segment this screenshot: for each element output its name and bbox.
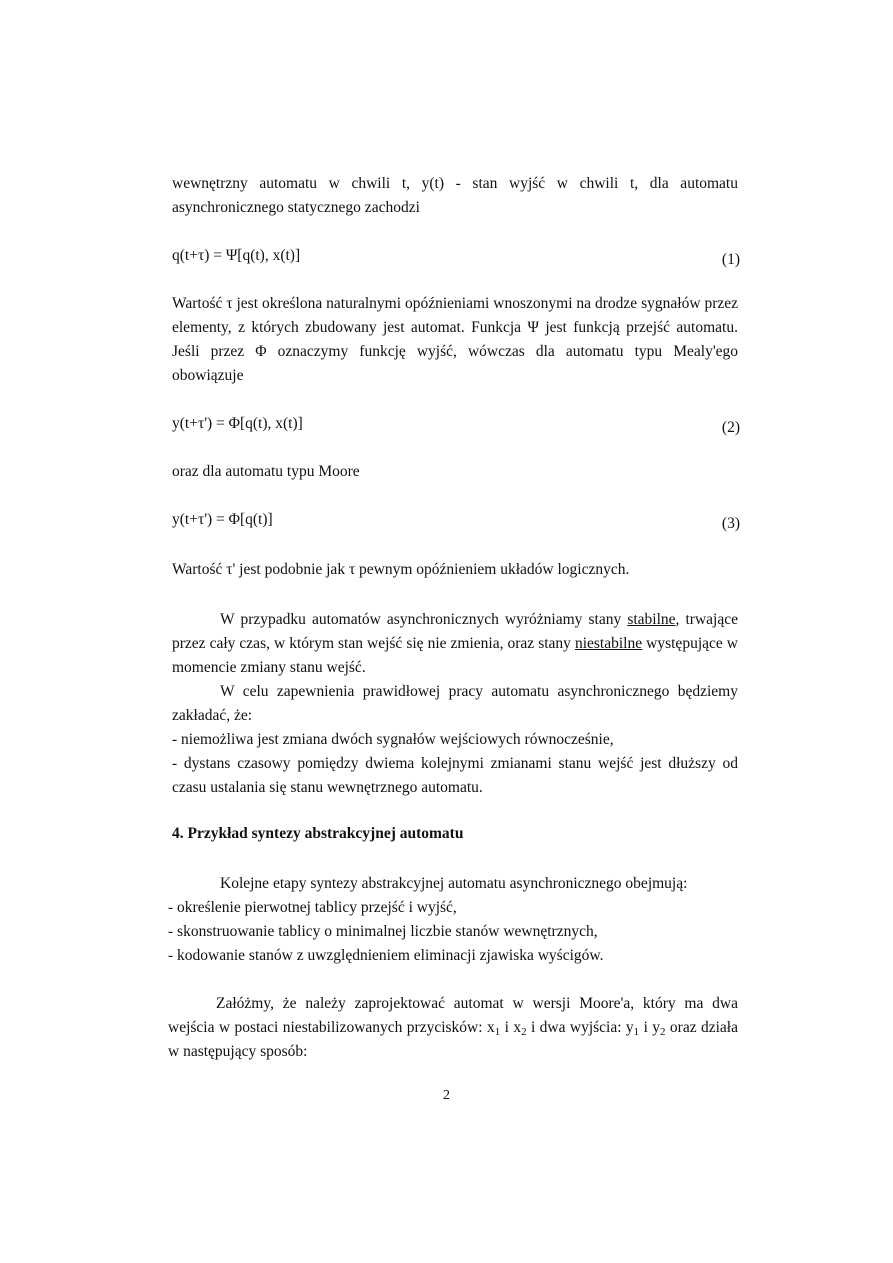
paragraph-transition-function: Wartość τ jest określona naturalnymi opóźnieniami wnoszonymi na drodze sygnałów przez elementy, z których zbudowany jest automat. Funkcja Ψ jest funkcją przejść automatu. Jeśli przez Φ oznaczymy funkcję wyjść, wówczas dla automatu typu Mealy'ego obowiązuje (172, 295, 738, 384)
stable-text-middle: , trwające przez cały czas, w którym stan wejść się nie zmienia, oraz stany (172, 611, 738, 652)
stable-text-before: W przypadku automatów asynchronicznych wyróżniamy stany (220, 611, 628, 628)
stable-text-after: występujące w momencie zmiany stanu wejść. (172, 635, 738, 676)
var-x2-sub: 2 (521, 1026, 527, 1038)
equation-2 (172, 412, 740, 436)
var-y1-sub: 1 (633, 1026, 640, 1038)
term-unstable: niestabilne (574, 635, 643, 652)
example-and-2: i (639, 1019, 653, 1036)
term-stable: stabilne (627, 611, 676, 628)
paragraph-moore: oraz dla automatu typu Moore (172, 463, 360, 480)
equation-2-number: (2) (721, 419, 740, 436)
example-text-3: oraz działa w następujący sposób: (168, 1019, 738, 1060)
paragraph-stable-states (172, 608, 738, 680)
equation-1 (172, 244, 740, 268)
var-x1-sub: 1 (494, 1026, 501, 1038)
paragraph-stages-intro: Kolejne etapy syntezy abstrakcyjnej automatu asynchronicznego obejmują: (220, 875, 688, 892)
equation-2-formula: y(t+τ') = Φ[q(t), x(t)] (172, 415, 303, 432)
intro-paragraph (172, 172, 738, 220)
paragraph-delay: Wartość τ' jest podobnie jak τ pewnym opóźnieniem układów logicznych. (172, 561, 630, 578)
var-y2: y (652, 1019, 661, 1036)
stage-item-3: - kodowanie stanów z uwzględnieniem eliminacji zjawiska wyścigów. (168, 947, 604, 964)
equation-1-formula: q(t+τ) = Ψ[q(t), x(t)] (172, 247, 301, 264)
example-and-1: i (500, 1019, 514, 1036)
intro-line-1: wewnętrzny automatu w chwili t, y(t) - stan wyjść w chwili t, dla automatu (172, 175, 738, 192)
stage-item-2: - skonstruowanie tablicy o minimalnej liczbie stanów wewnętrznych, (168, 923, 598, 940)
equation-3 (172, 508, 740, 532)
intro-line-2: asynchronicznego statycznego zachodzi (172, 199, 420, 216)
equation-3-number: (3) (721, 515, 740, 532)
var-y2-sub: 2 (660, 1026, 666, 1038)
paragraph-moore-example (168, 992, 738, 1064)
assumption-1: - niemożliwa jest zmiana dwóch sygnałów wejściowych równocześnie, (172, 731, 614, 748)
page-number: 2 (443, 1088, 450, 1103)
stage-item-1: - określenie pierwotnej tablicy przejść i wyjść, (168, 899, 457, 916)
paragraph-assumptions-intro: W celu zapewnienia prawidłowej pracy automatu asynchronicznego będziemy zakładać, że: (172, 683, 738, 724)
var-x2: x (513, 1019, 522, 1036)
equation-3-formula: y(t+τ') = Φ[q(t)] (172, 511, 273, 528)
assumption-2: - dystans czasowy pomiędzy dwiema kolejnymi zmianami stanu wejść jest dłuższy od czasu ustalania się stanu wewnętrznego automatu. (172, 755, 738, 796)
section-heading: 4. Przykład syntezy abstrakcyjnej automatu (172, 825, 464, 842)
var-x1: x (486, 1019, 495, 1036)
example-text-2: i dwa wyjścia: (526, 1019, 626, 1036)
equation-1-number: (1) (721, 251, 740, 268)
var-y1: y (625, 1019, 634, 1036)
example-text-1: Załóżmy, że należy zaprojektować automat w wersji Moore'a, który ma dwa wejścia w postaci niestabilizowanych przycisków: (168, 995, 738, 1036)
